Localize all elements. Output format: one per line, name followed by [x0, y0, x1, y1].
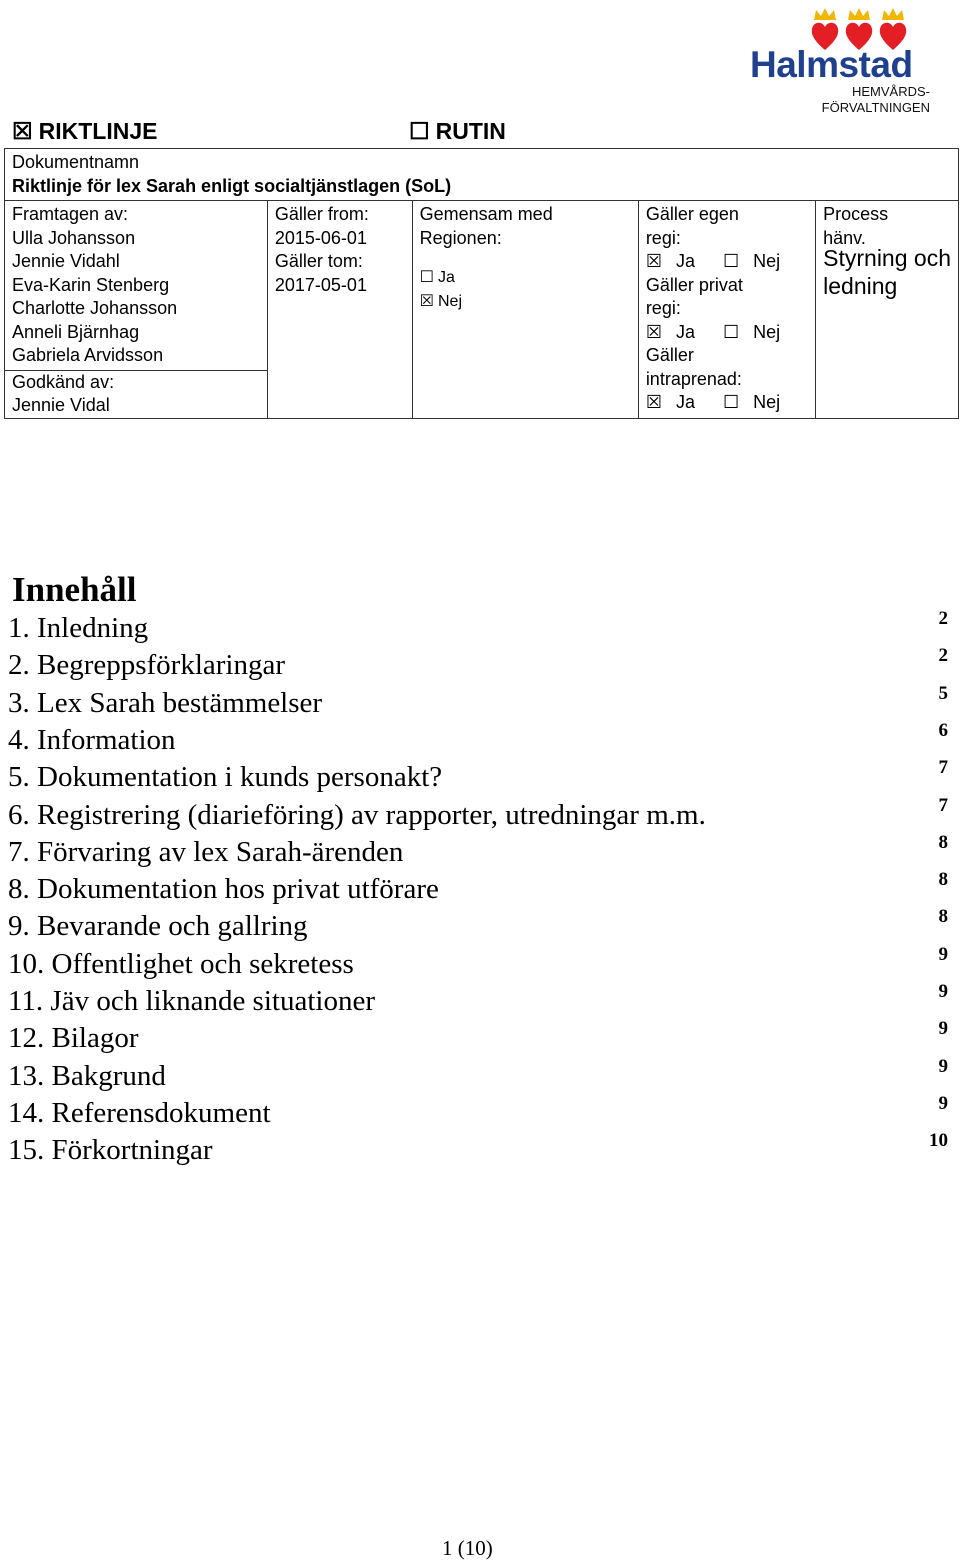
riktlinje-checkbox: ☒	[12, 118, 33, 144]
doctype-rutin	[409, 118, 506, 145]
rutin-checkbox: ☐	[409, 118, 430, 144]
approved-section	[5, 370, 267, 418]
egen-ja-checkbox: ☒	[645, 251, 662, 271]
toc-item[interactable]	[8, 719, 948, 761]
toc-item-title: 10. Offentlighet och sekretess	[8, 947, 354, 980]
prepared-person: Eva-Karin Stenberg	[12, 274, 170, 295]
toc-item-title: 13. Bakgrund	[8, 1059, 166, 1092]
toc-item[interactable]	[8, 831, 948, 873]
toc-item[interactable]	[8, 1092, 948, 1134]
shared-region-cell	[412, 201, 638, 419]
toc-item[interactable]	[8, 794, 948, 836]
process-value: Styrning och	[823, 245, 951, 271]
toc-item-title: 14. Referensdokument	[8, 1096, 271, 1129]
shared-ja-option: ☐ Ja	[420, 266, 631, 290]
toc-item-page: 8	[938, 869, 948, 891]
document-name-cell	[5, 149, 959, 201]
shared-label: Gemensam med	[419, 204, 553, 224]
logo-wordmark: Halmstad	[750, 44, 913, 85]
toc-item[interactable]	[8, 682, 948, 724]
document-header-table	[4, 148, 959, 419]
process-cell	[816, 201, 959, 419]
toc-item[interactable]	[8, 645, 948, 686]
toc-item-page: 7	[938, 794, 948, 816]
toc-item-title: 3. Lex Sarah bestämmelser	[8, 686, 323, 719]
toc-item-title: 12. Bilagor	[8, 1022, 139, 1055]
toc-item-title: 6. Registrering (diarieföring) av rapporter, utredningar m.m.	[8, 798, 706, 831]
toc-item-page: 6	[938, 719, 948, 741]
applies-privat-options: ☒ Ja ☐ Nej	[646, 321, 808, 345]
intra-nej-checkbox: ☐	[722, 392, 740, 412]
logo-subtitle: HEMVÅRDS- FÖRVALTNINGEN	[821, 84, 930, 115]
toc-item-page: 8	[938, 906, 948, 928]
prepared-person: Ulla Johansson	[12, 227, 136, 248]
applies-cell	[638, 201, 815, 419]
toc-item-page: 2	[938, 645, 948, 667]
approved-value: Jennie Vidal	[12, 395, 110, 415]
toc-item[interactable]	[8, 943, 948, 985]
applies-egen-label: regi:	[645, 227, 681, 248]
toc-item-title: 4. Information	[8, 723, 176, 756]
toc-item-title: 7. Förvaring av lex Sarah-ärenden	[8, 835, 404, 868]
toc-item-page: 7	[938, 757, 948, 779]
document-name-label: Dokumentnamn	[12, 152, 140, 172]
toc-item[interactable]	[8, 1130, 948, 1171]
document-name-value: Riktlinje för lex Sarah enligt socialtjänstlagen (SoL)	[12, 175, 452, 196]
halmstad-logo	[748, 4, 938, 118]
toc-item[interactable]	[8, 869, 948, 910]
shared-nej-option: ☒ Nej	[420, 290, 631, 314]
process-label: Process	[823, 204, 889, 224]
intra-ja-checkbox: ☒	[645, 392, 662, 412]
shared-ja-checkbox: ☐	[419, 269, 434, 286]
prepared-person: Charlotte Johansson	[12, 298, 178, 318]
applies-intra-options: ☒ Ja ☐ Nej	[646, 391, 808, 415]
toc-item-page: 9	[938, 1092, 948, 1114]
egen-nej-checkbox: ☐	[722, 251, 740, 271]
toc-item[interactable]	[8, 1055, 948, 1097]
valid-to-label: Gäller tom:	[274, 251, 363, 271]
process-label: hänv.	[823, 227, 866, 248]
valid-from-label: Gäller from:	[274, 204, 369, 224]
toc-item-title: 11. Jäv och liknande situationer	[8, 985, 375, 1017]
privat-nej-checkbox: ☐	[722, 321, 740, 342]
toc-item-title: 1. Inledning	[8, 612, 149, 644]
toc-item-title: 5. Dokumentation i kunds personakt?	[8, 761, 443, 794]
toc-item-title: 2. Begreppsförklaringar	[8, 649, 286, 682]
applies-intra-label: Gäller	[645, 345, 694, 365]
toc-item[interactable]	[8, 906, 948, 947]
prepared-label: Framtagen av:	[12, 204, 129, 224]
applies-egen-label: Gäller egen	[645, 204, 739, 224]
applies-privat-label: regi:	[645, 298, 681, 318]
riktlinje-label: RIKTLINJE	[38, 118, 158, 144]
shared-label: Regionen:	[419, 227, 502, 248]
toc-item-page: 8	[938, 831, 948, 853]
toc-item-page: 9	[938, 981, 948, 1002]
toc-item[interactable]	[8, 757, 948, 798]
page-number: 1 (10)	[442, 1536, 493, 1560]
shared-nej-checkbox: ☒	[419, 292, 434, 310]
toc-item-title: 15. Förkortningar	[8, 1134, 213, 1167]
prepared-person: Jennie Vidahl	[12, 251, 120, 271]
toc-item-title: 9. Bevarande och gallring	[8, 910, 308, 943]
toc-heading: Innehåll	[12, 570, 137, 609]
process-value: ledning	[823, 273, 898, 299]
rutin-label: RUTIN	[435, 118, 506, 144]
toc-item-page: 2	[938, 608, 948, 629]
toc-item-page: 10	[929, 1130, 948, 1152]
toc-item[interactable]	[8, 608, 948, 649]
prepared-cell	[5, 201, 268, 419]
valid-from-value: 2015-06-01	[274, 227, 367, 248]
approved-label: Godkänd av:	[12, 371, 115, 392]
applies-privat-label: Gäller privat	[645, 274, 743, 295]
validity-cell	[267, 201, 412, 419]
prepared-person: Gabriela Arvidsson	[12, 345, 164, 365]
toc-item-page: 9	[938, 1018, 948, 1040]
toc-item[interactable]	[8, 1018, 948, 1059]
valid-to-value: 2017-05-01	[274, 274, 367, 295]
toc-item-page: 9	[938, 943, 948, 965]
doctype-riktlinje	[12, 118, 157, 145]
applies-intra-label: intraprenad:	[645, 368, 742, 389]
prepared-person: Anneli Bjärnhag	[12, 321, 140, 342]
toc-item-page: 5	[938, 682, 948, 704]
toc-item-page: 9	[938, 1055, 948, 1077]
toc-item[interactable]	[8, 981, 948, 1022]
applies-egen-options: ☒ Ja ☐ Nej	[646, 250, 808, 274]
toc-item-title: 8. Dokumentation hos privat utförare	[8, 873, 439, 906]
privat-ja-checkbox: ☒	[645, 321, 662, 342]
